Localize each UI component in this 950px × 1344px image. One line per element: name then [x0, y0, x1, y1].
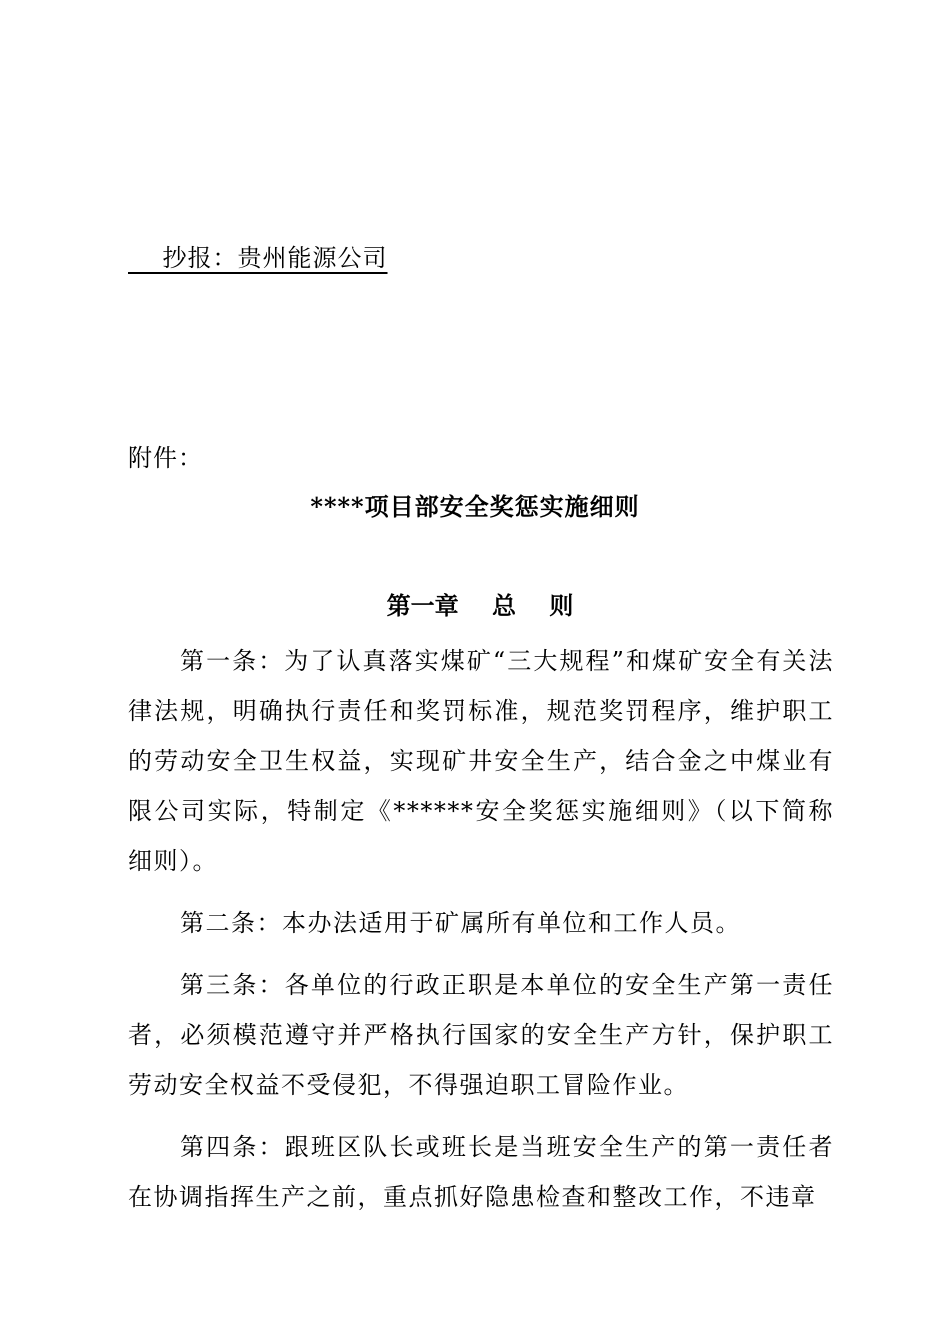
document-title: ****项目部安全奖惩实施细则 — [310, 492, 640, 521]
cc-line: 抄报：贵州能源公司 — [128, 244, 388, 272]
article-paragraph: 第三条：各单位的行政正职是本单位的安全生产第一责任者，必须模范遵守并严格执行国家的安全生产方针，保护职工劳动安全权益不受侵犯，不得强迫职工冒险作业。 — [128, 971, 834, 1099]
body-text — [128, 636, 834, 1234]
chapter-title: 第一章 总 则 — [386, 591, 574, 620]
attachment-label: 附件： — [128, 444, 203, 472]
article-paragraph: 第一条：为了认真落实煤矿“三大规程”和煤矿安全有关法律法规，明确执行责任和奖罚标准，规范奖罚程序，维护职工的劳动安全卫生权益，实现矿井安全生产，结合金之中煤业有限公司实际，特制定《******安全奖惩实施细则》（以下简称细则）。 — [128, 647, 834, 875]
article-paragraph: 第四条：跟班区队长或班长是当班安全生产的第一责任者在协调指挥生产之前，重点抓好隐患检查和整改工作，不违章 — [128, 1133, 834, 1211]
article-paragraph: 第二条：本办法适用于矿属所有单位和工作人员。 — [180, 909, 741, 937]
